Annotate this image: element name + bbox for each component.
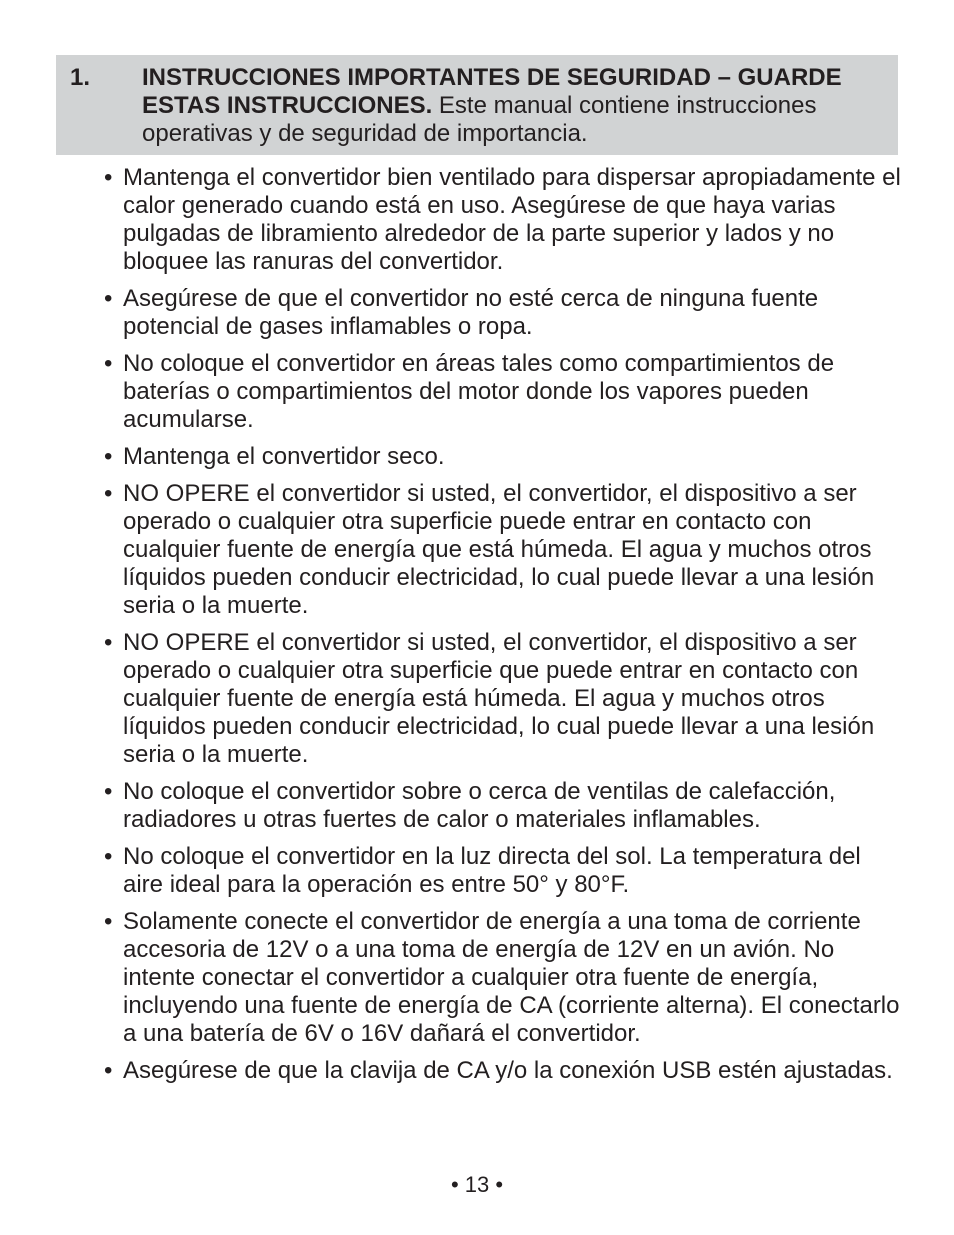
list-item — [104, 629, 904, 769]
list-item-text: NO OPERE el convertidor si usted, el convertidor, el dispositivo a ser operado o cualquier otra superficie que puede entrar en contacto con cualquier fuente de energía está húmeda. El agua y muchos otros líquidos pueden conducir electricidad, lo cual puede llevar a una lesión seria o la muerte. — [123, 629, 875, 768]
bullet-icon: • — [104, 285, 113, 312]
section-title: INSTRUCCIONES IMPORTANTES DE SEGURIDAD – GUARDE ESTAS INSTRUCCIONES. — [142, 64, 842, 119]
bullet-icon: • — [104, 480, 113, 507]
section-intro: Este manual contiene instrucciones operativas y de seguridad de importancia. — [142, 92, 817, 147]
bullet-icon: • — [104, 164, 113, 191]
list-item-text: No coloque el convertidor sobre o cerca de ventilas de calefacción, radiadores u otras fuertes de calor o materiales inflamables. — [123, 778, 836, 833]
bullet-icon: • — [104, 778, 113, 805]
page-number: • 13 • — [450, 1172, 504, 1197]
list-item — [104, 350, 904, 434]
bullet-icon: • — [104, 908, 113, 935]
bullet-icon: • — [104, 350, 113, 377]
bullet-icon: • — [104, 843, 113, 870]
list-item — [104, 778, 904, 834]
list-item — [104, 443, 904, 471]
list-item-text: Mantenga el convertidor bien ventilado para dispersar apropiadamente el calor generado cuando está en uso. Asegúrese de que haya varias pulgadas de libramiento alrededor de la parte superior y lados y no bloquee las ranuras del convertidor. — [123, 164, 901, 275]
list-item-text: Mantenga el convertidor seco. — [123, 443, 445, 470]
list-item — [104, 164, 904, 276]
list-item — [104, 908, 904, 1048]
bullet-icon: • — [104, 443, 113, 470]
section-heading — [142, 64, 882, 148]
section-number: 1. — [70, 64, 91, 91]
list-item-text: Asegúrese de que la clavija de CA y/o la conexión USB estén ajustadas. — [123, 1057, 893, 1084]
list-item-text: NO OPERE el convertidor si usted, el convertidor, el dispositivo a ser operado o cualquier otra superficie puede entrar en contacto con cualquier fuente de energía que está húmeda. El agua y muchos otros líquidos pueden conducir electricidad, lo cual puede llevar a una lesión seria o la muerte. — [123, 480, 875, 619]
list-item-text: Solamente conecte el convertidor de energía a una toma de corriente accesoria de 12V o a una toma de energía de 12V en un avión. No intente conectar el convertidor a cualquier otra fuente de energía, incluyendo una fuente de energía de CA (corriente alterna). El conectarlo a una batería de 6V o 16V dañará el convertidor. — [123, 908, 900, 1047]
list-item — [104, 285, 904, 341]
list-item — [104, 843, 904, 899]
safety-instructions-list — [104, 164, 904, 1094]
list-item-text: Asegúrese de que el convertidor no esté cerca de ninguna fuente potencial de gases inflamables o ropa. — [123, 285, 819, 340]
list-item-text: No coloque el convertidor en la luz directa del sol. La temperatura del aire ideal para la operación es entre 50° y 80°F. — [123, 843, 861, 898]
bullet-icon: • — [104, 629, 113, 656]
list-item — [104, 1057, 904, 1085]
bullet-icon: • — [104, 1057, 113, 1084]
list-item — [104, 480, 904, 620]
list-item-text: No coloque el convertidor en áreas tales como compartimientos de baterías o compartimientos del motor donde los vapores pueden acumularse. — [123, 350, 835, 433]
